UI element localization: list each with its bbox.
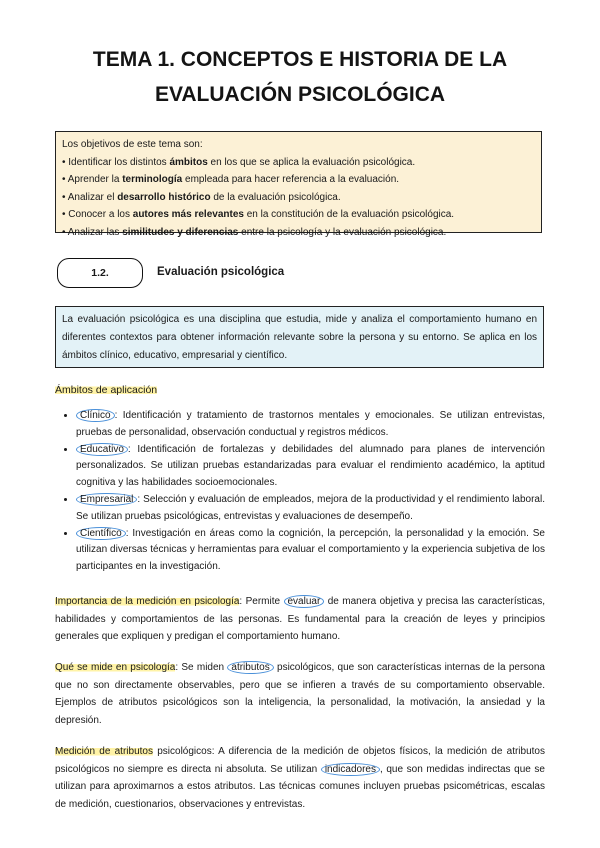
objective-text: de la evaluación psicológica. xyxy=(210,191,341,203)
objective-text: en los que se aplica la evaluación psicológica. xyxy=(207,156,416,168)
highlighted-label: Qué se mide en psicología xyxy=(55,662,176,673)
section-number-badge: 1.2. xyxy=(57,258,143,288)
objective-keyword: desarrollo histórico xyxy=(117,191,211,203)
objective-text: • Analizar las xyxy=(62,226,123,238)
circled-term: indicadores xyxy=(321,763,380,776)
objective-item xyxy=(62,171,535,189)
definition-box: La evaluación psicológica es una disciplina que estudia, mide y analiza el comportamiento humano en diferentes contextos para obtener información relevante sobre la persona y su entorno. Se aplica en los ámbitos clínico, educativo, empresarial y científico. xyxy=(55,306,544,368)
objectives-intro: Los objetivos de este tema son: xyxy=(62,139,203,150)
objective-text: • Analizar el xyxy=(62,191,118,203)
list-item xyxy=(76,408,545,442)
medicion-paragraph xyxy=(55,743,545,813)
title-line-1: TEMA 1. CONCEPTOS E HISTORIA DE LA xyxy=(92,48,508,71)
objective-keyword: ámbitos xyxy=(169,156,208,168)
paragraph-text: de manera objetiva y precisa las características, habilidades y comportamientos de las personas. Es fundamental para la creación de leyes y principios generales que expliquen y predigan el comportamiento humano. xyxy=(55,596,545,643)
objectives-box xyxy=(55,131,542,238)
objective-text: • Conocer a los xyxy=(62,209,133,221)
paragraph-text: : Se miden xyxy=(175,662,228,673)
paragraph-text: psicológicos, que son características internas de la persona que no son directamente observables, pero que se infieren a través de su comportamiento observable. Ejemplos de atributos psicológicos son la inteligencia, la personalidad, la motivación, la ansiedad y la depresión. xyxy=(55,662,545,726)
circled-term: Empresarial xyxy=(76,493,137,506)
section-title: Evaluación psicológica xyxy=(157,266,285,278)
list-item-text: : Investigación en áreas como la cognición, la percepción, la personalidad y la emoción. Se utilizan diversas técnicas y herramientas para evaluar el comportamiento y la experiencia subjetiva de los participantes en la investigación. xyxy=(76,527,545,573)
objective-keyword: similitudes y diferencias xyxy=(122,226,239,238)
objective-text: • Aprender la xyxy=(62,174,123,186)
objective-keyword: terminología xyxy=(122,174,183,186)
circled-term: Educativo xyxy=(76,443,128,456)
objective-text: • Identificar los distintos xyxy=(62,156,170,168)
objective-item xyxy=(62,224,535,242)
objective-item xyxy=(62,154,535,172)
list-item-text: : Selección y evaluación de empleados, mejora de la productividad y el rendimiento laboral. Se utilizan pruebas psicológicas, entrevistas y evaluaciones de desempeño. xyxy=(76,493,545,522)
circled-term: atributos xyxy=(227,661,273,674)
paragraph-text: : Permite xyxy=(239,596,284,607)
objective-text: entre la psicología y la evaluación psicológica. xyxy=(238,226,447,238)
circled-term: Clínico xyxy=(76,409,115,422)
title-line-2: EVALUACIÓN PSICOLÓGICA xyxy=(154,83,446,106)
list-item xyxy=(76,526,545,576)
que-se-mide-paragraph xyxy=(55,659,545,729)
circled-term: Científico xyxy=(76,527,126,540)
list-item-text: : Identificación de fortalezas y debilidades del alumnado para planes de intervención personalizados. Se utilizan pruebas estandarizadas para evaluar el rendimiento académico, la aptitud cognitiva y las habilidades socioemocionales. xyxy=(76,443,545,489)
list-item xyxy=(76,442,545,492)
objective-text: empleada para hacer referencia a la evaluación. xyxy=(182,174,400,186)
ambitos-heading xyxy=(55,384,157,396)
ambitos-heading-text: Ámbitos de aplicación xyxy=(55,384,158,396)
list-item xyxy=(76,492,545,526)
list-item-text: : Identificación y tratamiento de trastornos mentales y emocionales. Se utilizan entrevistas, pruebas de personalidad, observación conductual y registros médicos. xyxy=(76,410,545,438)
importancia-paragraph xyxy=(55,593,545,646)
paragraph-text: psicológicos: A diferencia de la medición de objetos físicos, la medición de atributos psicológicos no siempre es directa ni absoluta. Se utilizan xyxy=(55,746,545,775)
circled-term: evaluar xyxy=(284,595,325,608)
objective-item xyxy=(62,189,535,207)
objective-item xyxy=(62,206,535,224)
paragraph-text: , que son medidas indirectas que se utilizan para aproximarnos a estos atributos. Las técnicas comunes incluyen pruebas psicométricas, escalas de medición, cuestionarios, observaciones y entrevistas. xyxy=(55,763,545,810)
ambitos-list xyxy=(60,408,545,576)
objective-keyword: autores más relevantes xyxy=(132,209,244,221)
page-title xyxy=(40,42,560,112)
objective-text: en la constitución de la evaluación psicológica. xyxy=(243,209,455,221)
highlighted-label: Medición de atributos xyxy=(55,746,153,757)
highlighted-label: Importancia de la medición en psicología xyxy=(55,596,240,607)
